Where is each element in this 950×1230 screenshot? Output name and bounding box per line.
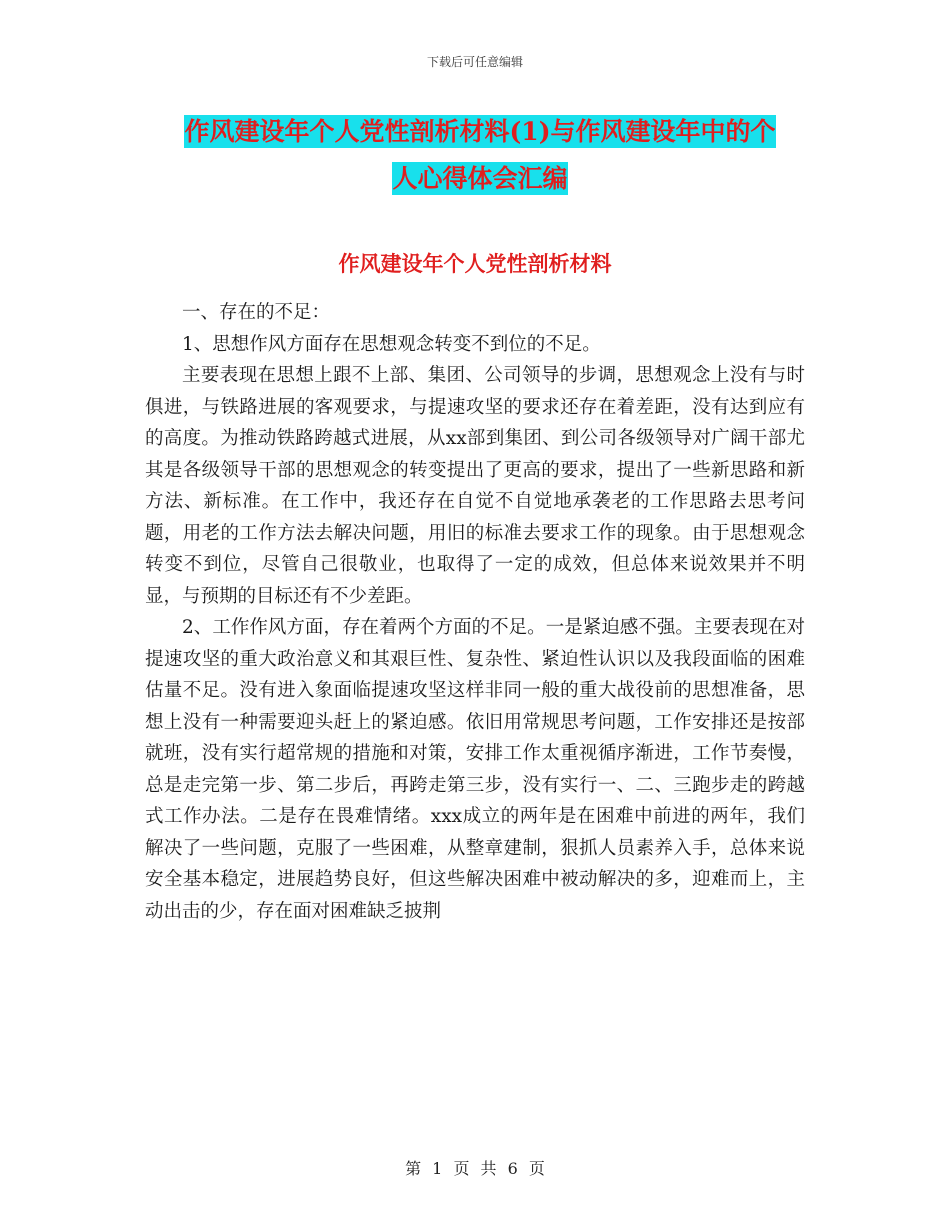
paragraph: 一、存在的不足： <box>182 302 331 323</box>
paragraph: 2、工作作风方面，存在着两个方面的不足。一是紧迫感不强。主要表现在对提速攻坚的重大政治意义和其艰巨性、复杂性、紧迫性认识以及我段面临的困难估量不足。没有进入象面临提速攻坚这样非同一般的重大战役前的思想准备，思想上没有一种需要迎头赶上的紧迫感。依旧用常规思考问题，工作安排还是按部就班，没有实行超常规的措施和对策，安排工作太重视循序渐进，工作节奏慢，总是走完第一步、第二步后，再跨走第三步，没有实行一、二、三跑步走的跨越式工作办法。二是存在畏难情绪。xxx成立的两年是在困难中前进的两年，我们解决了一些问题，克服了一些困难，从整章建制，狠抓人员素养入手，总体来说安全基本稳定，进展趋势良好，但这些解决困难中被动解决的多，迎难而上，主动出击的少，存在面对困难缺乏披荆 <box>145 617 805 922</box>
document-main-title <box>140 108 820 202</box>
page-footer: 第 1 页 共 6 页 <box>405 1159 545 1178</box>
paragraph: 1、思想作风方面存在思想观念转变不到位的不足。 <box>182 333 601 355</box>
main-title-line-1: 作风建设年个人党性剖析材料(1)与作风建设年中的个 <box>184 117 776 146</box>
paragraph: 主要表现在思想上跟不上部、集团、公司领导的步调，思想观念上没有与时俱进，与铁路进展的客观要求，与提速攻坚的要求还存在着差距，没有达到应有的高度。为推动铁路跨越式进展，从xx部到集团、到公司各级领导对广阔干部尤其是各级领导干部的思想观念的转变提出了更高的要求，提出了一些新思路和新方法、新标准。在工作中，我还存在自觉不自觉地承袭老的工作思路去思考问题，用老的工作方法去解决问题，用旧的标准去要求工作的现象。由于思想观念转变不到位，尽管自己很敬业，也取得了一定的成效，但总体来说效果并不明显，与预期的目标还有不少差距。 <box>145 365 805 607</box>
page-header: 下载后可任意编辑 <box>426 55 523 69</box>
document-body <box>145 297 805 927</box>
section-title: 作风建设年个人党性剖析材料 <box>338 251 612 276</box>
main-title-line-2: 人心得体会汇编 <box>392 164 568 193</box>
